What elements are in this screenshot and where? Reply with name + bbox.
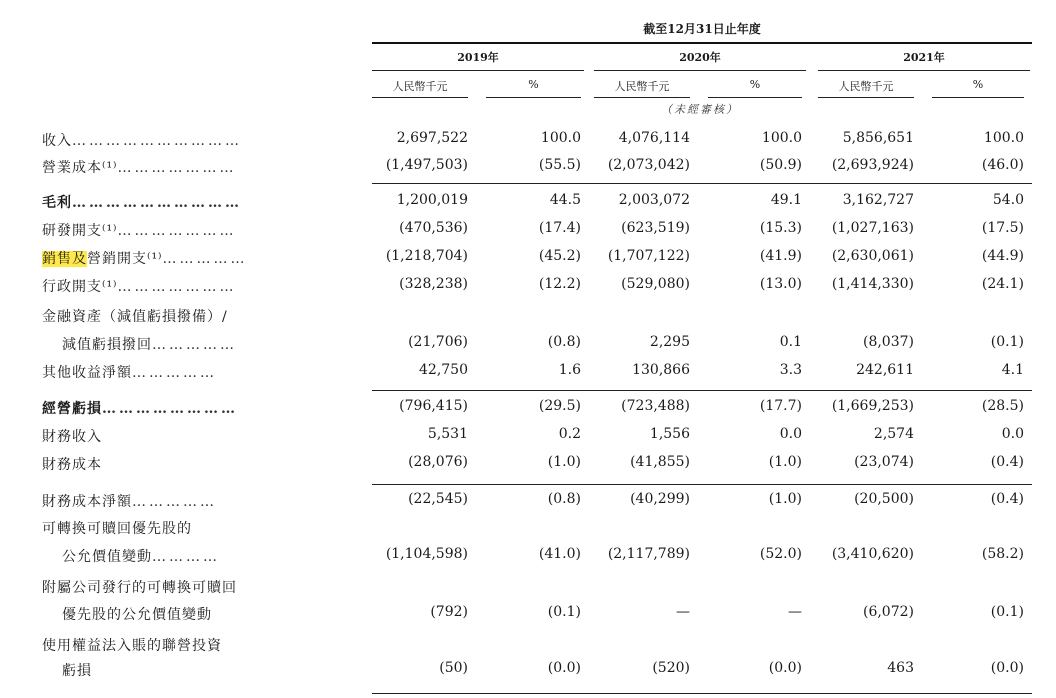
amount-cell: 1,200,019 [396,192,468,208]
table-row [0,276,1056,300]
percent-cell: (0.8) [547,334,581,350]
row-label-text: 使用權益法入賬的聯營投資 [42,638,222,654]
leader-dots: ………………………… [72,195,242,211]
table-period-heading: 截至12月31日止年度 [643,22,761,36]
percent-cell: 100.0 [983,130,1024,146]
percent-cell: (41.0) [538,546,581,562]
row-label-text: 公允價值變動 [62,549,152,565]
amount-cell: (796,415) [399,398,468,414]
percent-cell: 100.0 [540,130,581,146]
row-label-text: 財務收入 [42,429,102,445]
percent-cell: (1.0) [768,454,802,470]
amount-cell: (22,545) [408,491,468,507]
table-row [0,157,1056,181]
amount-cell: (623,519) [621,220,690,236]
amount-cell: 3,162,727 [842,192,914,208]
amount-cell: (1,414,330) [831,276,914,292]
amount-cell: (529,080) [621,276,690,292]
row-label [42,635,222,655]
percent-cell: (15.3) [759,220,802,236]
percent-cell: (17.5) [981,220,1024,236]
amount-cell: (723,488) [621,398,690,414]
table-row [0,660,1056,684]
percent-cell: (17.7) [759,398,802,414]
percent-cell: 54.0 [992,192,1024,208]
row-label-text: 可轉換可贖回優先股的 [42,521,192,537]
row-label [42,157,237,177]
amount-cell: 2,003,072 [618,192,690,208]
amount-cell: (50) [439,660,468,676]
row-label [42,276,237,296]
col-header-pct-2019: % [528,78,539,91]
row-label-text: 毛利 [42,195,72,211]
table-row [0,362,1056,386]
col-header-pct-2021: % [972,78,984,91]
amount-cell: (3,410,620) [831,546,914,562]
amount-cell: (470,536) [399,220,468,236]
amount-cell: (6,072) [862,604,914,620]
leader-dots: ………………………… [72,133,242,149]
year-rule-2021 [818,70,1030,71]
amount-cell: (20,500) [854,491,914,507]
col-header-amount-2019: 人民幣千元 [392,80,448,93]
percent-cell: (46.0) [981,157,1024,173]
percent-cell: (13.0) [759,276,802,292]
percent-cell: (28.5) [981,398,1024,414]
amount-cell: (23,074) [854,454,914,470]
percent-cell: 100.0 [761,130,802,146]
table-row [0,454,1056,478]
percent-cell: 3.3 [779,362,802,378]
leader-dots: ………… [152,549,220,565]
table-row [0,192,1056,216]
percent-cell: (50.9) [759,157,802,173]
percent-cell: (0.1) [990,334,1024,350]
amount-cell: 5,531 [427,426,468,442]
subtotal-rule [372,183,1032,184]
table-row [0,604,1056,628]
row-label [42,306,228,326]
row-label-text: 營銷開支⁽¹⁾ [87,251,163,267]
col-header-amount-2021: 人民幣千元 [838,80,894,93]
amount-cell: 1,556 [649,426,690,442]
bottom-rule [372,693,1032,694]
amount-cell: 242,611 [856,362,914,378]
row-label [42,454,102,474]
percent-cell: (58.2) [981,546,1024,562]
col-header-amount-2020: 人民幣千元 [614,80,670,93]
leader-dots: …………… [132,365,217,381]
leader-dots: …………… [152,337,237,353]
row-label-text: 經營虧損 [42,401,102,417]
row-label [62,546,220,566]
amount-cell: (2,693,924) [831,157,914,173]
col-rule [372,97,468,98]
highlighted-text: 銷售及 [42,251,87,267]
percent-cell: (41.9) [759,248,802,264]
amount-cell: (2,073,042) [607,157,690,173]
leader-dots: ………………… [117,160,237,176]
percent-cell: (44.9) [981,248,1024,264]
amount-cell: (1,218,704) [385,248,468,264]
leader-dots: ………………… [117,279,237,295]
row-label-text: 收入 [42,133,72,149]
row-label [42,426,102,446]
year-2020-header: 2020年 [679,51,721,64]
percent-cell: (0.4) [990,454,1024,470]
col-header-pct-2020: % [749,78,761,91]
year-2019-header: 2019年 [457,51,499,64]
table-row [0,635,1056,659]
row-label [42,220,237,240]
percent-cell: (0.0) [990,660,1024,676]
row-label-text: 金融資產（減值虧損撥備）/ [42,309,228,325]
table-row [0,248,1056,272]
percent-cell: (12.2) [538,276,581,292]
table-row [0,546,1056,570]
year-2021-header: 2021年 [903,51,945,64]
row-label [62,604,212,624]
col-rule [818,97,914,98]
row-label [42,491,217,511]
table-row [0,491,1056,515]
leader-dots: …………………… [102,401,238,417]
percent-cell: (45.2) [538,248,581,264]
row-label [62,334,237,354]
amount-cell: (792) [430,604,468,620]
table-row [0,398,1056,422]
amount-cell: (8,037) [862,334,914,350]
amount-cell: 42,750 [419,362,468,378]
percent-cell: (0.1) [990,604,1024,620]
col-rule [932,97,1024,98]
table-row [0,130,1056,154]
table-row [0,426,1056,450]
row-label [42,130,242,150]
percent-cell: (29.5) [538,398,581,414]
amount-cell: 2,295 [649,334,690,350]
row-label-text: 營業成本⁽¹⁾ [42,160,118,176]
percent-cell: 1.6 [558,362,581,378]
row-label [42,518,192,538]
row-label-text: 虧損 [62,663,92,679]
amount-cell: 2,697,522 [396,130,468,146]
row-label [42,248,248,268]
amount-cell: — [676,604,690,620]
unaudited-note: （未經審核） [661,103,739,116]
row-label [42,577,237,597]
percent-cell: 0.0 [1001,426,1024,442]
percent-cell: (0.0) [768,660,802,676]
amount-cell: 463 [887,660,914,676]
year-rule-2019 [372,70,584,71]
amount-cell: (1,497,503) [385,157,468,173]
amount-cell: (41,855) [630,454,690,470]
row-label-text: 研發開支⁽¹⁾ [42,223,118,239]
amount-cell: (1,707,122) [607,248,690,264]
percent-cell: (1.0) [547,454,581,470]
percent-cell: (0.1) [547,604,581,620]
percent-cell: (0.8) [547,491,581,507]
table-row [0,334,1056,358]
row-label-text: 優先股的公允價值變動 [62,607,212,623]
leader-dots: …………… [162,251,248,267]
row-label-text: 財務成本淨額 [42,494,132,510]
amount-cell: (1,027,163) [831,220,914,236]
percent-cell: (17.4) [538,220,581,236]
row-label-text: 財務成本 [42,457,102,473]
row-label [42,362,217,382]
amount-cell: 130,866 [632,362,690,378]
amount-cell: (328,238) [399,276,468,292]
leader-dots: ………………… [117,223,237,239]
heading-rule [372,42,1032,44]
percent-cell: (52.0) [759,546,802,562]
amount-cell: 4,076,114 [618,130,690,146]
col-rule [594,97,690,98]
percent-cell: — [788,604,802,620]
percent-cell: 0.0 [779,426,802,442]
amount-cell: (1,104,598) [385,546,468,562]
amount-cell: 2,574 [873,426,914,442]
amount-cell: (2,117,789) [607,546,690,562]
row-label [42,192,242,212]
percent-cell: (1.0) [768,491,802,507]
table-row [0,577,1056,601]
percent-cell: 49.1 [770,192,802,208]
percent-cell: (24.1) [981,276,1024,292]
percent-cell: 0.1 [779,334,802,350]
row-label [62,660,92,680]
amount-cell: 5,856,651 [842,130,914,146]
col-rule [486,97,581,98]
row-label-text: 減值虧損撥回 [62,337,152,353]
table-row [0,220,1056,244]
percent-cell: (0.4) [990,491,1024,507]
percent-cell: (55.5) [538,157,581,173]
leader-dots: …………… [132,494,217,510]
percent-cell: (0.0) [547,660,581,676]
row-label-text: 附屬公司發行的可轉換可贖回 [42,580,237,596]
table-row [0,306,1056,330]
amount-cell: (1,669,253) [831,398,914,414]
amount-cell: (21,706) [408,334,468,350]
table-row [0,518,1056,542]
col-rule [708,97,802,98]
subtotal-rule [372,484,1032,485]
subtotal-rule [372,390,1032,391]
year-rule-2020 [594,70,806,71]
row-label-text: 其他收益淨額 [42,365,132,381]
percent-cell: 4.1 [1001,362,1024,378]
amount-cell: (2,630,061) [831,248,914,264]
row-label-text: 行政開支⁽¹⁾ [42,279,118,295]
percent-cell: 0.2 [558,426,581,442]
amount-cell: (40,299) [630,491,690,507]
row-label [42,398,238,418]
amount-cell: (520) [652,660,690,676]
amount-cell: (28,076) [408,454,468,470]
percent-cell: 44.5 [549,192,581,208]
